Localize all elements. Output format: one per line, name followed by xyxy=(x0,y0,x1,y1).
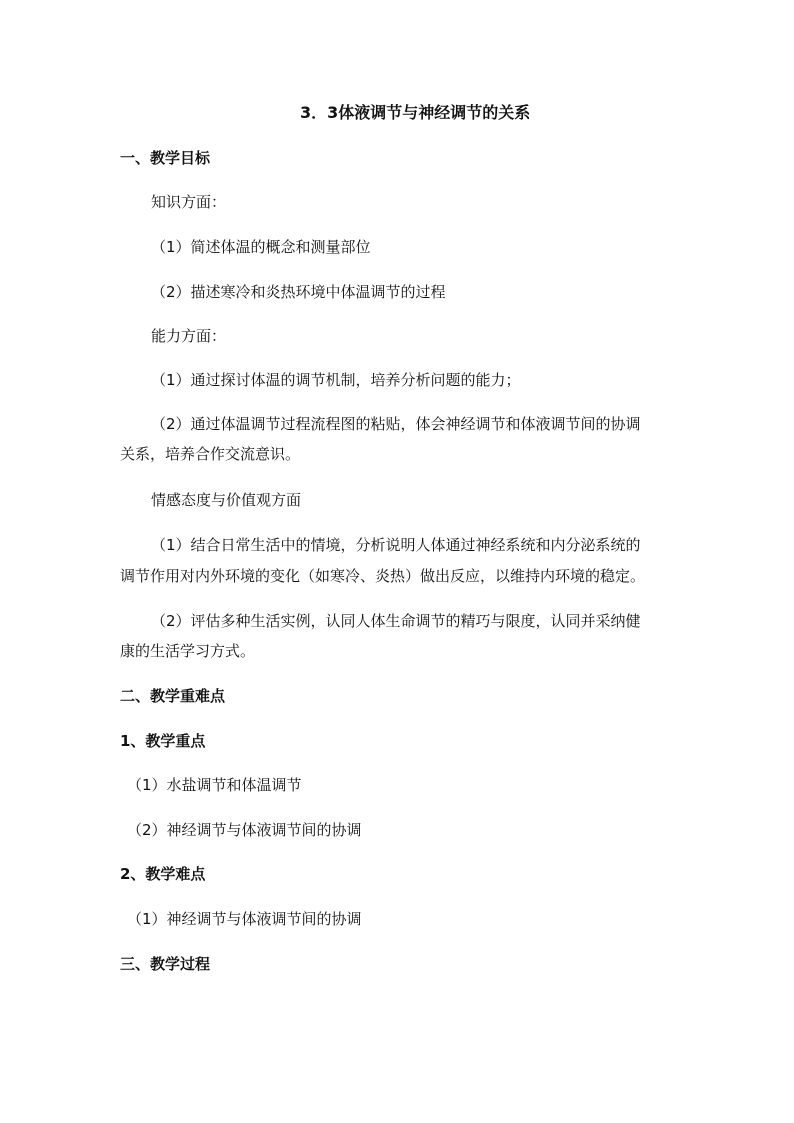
section-heading-objectives: 一、教学目标 xyxy=(120,149,211,167)
ability-item: （2）通过体温调节过程流程图的粘贴，体会神经调节和体液调节间的协调 xyxy=(151,415,641,433)
document-title: 3．3体液调节与神经调节的关系 xyxy=(300,103,531,122)
section-heading-key-points: 二、教学重难点 xyxy=(120,687,226,705)
key-item: （1）水盐调节和体温调节 xyxy=(127,776,302,794)
knowledge-label: 知识方面： xyxy=(151,193,227,211)
knowledge-item: （1）简述体温的概念和测量部位 xyxy=(151,238,371,256)
subheading-difficult: 2、教学难点 xyxy=(120,865,206,883)
emotion-item-continued: 调节作用对内外环境的变化（如寒冷、炎热）做出反应，以维持内环境的稳定。 xyxy=(120,567,646,585)
difficult-item: （1）神经调节与体液调节间的协调 xyxy=(127,910,362,928)
knowledge-item: （2）描述寒冷和炎热环境中体温调节的过程 xyxy=(151,283,446,301)
emotion-item: （1）结合日常生活中的情境，分析说明人体通过神经系统和内分泌系统的 xyxy=(151,536,641,554)
subheading-key: 1、教学重点 xyxy=(120,732,206,750)
emotion-label: 情感态度与价值观方面 xyxy=(151,491,302,509)
emotion-item: （2）评估多种生活实例，认同人体生命调节的精巧与限度，认同并采纳健 xyxy=(151,612,641,630)
ability-item-continued: 关系，培养合作交流意识。 xyxy=(120,445,301,463)
ability-label: 能力方面： xyxy=(151,327,227,345)
section-heading-process: 三、教学过程 xyxy=(120,955,211,973)
emotion-item-continued: 康的生活学习方式。 xyxy=(120,642,256,660)
key-item: （2）神经调节与体液调节间的协调 xyxy=(127,821,362,839)
ability-item: （1）通过探讨体温的调节机制，培养分析问题的能力； xyxy=(151,371,521,389)
